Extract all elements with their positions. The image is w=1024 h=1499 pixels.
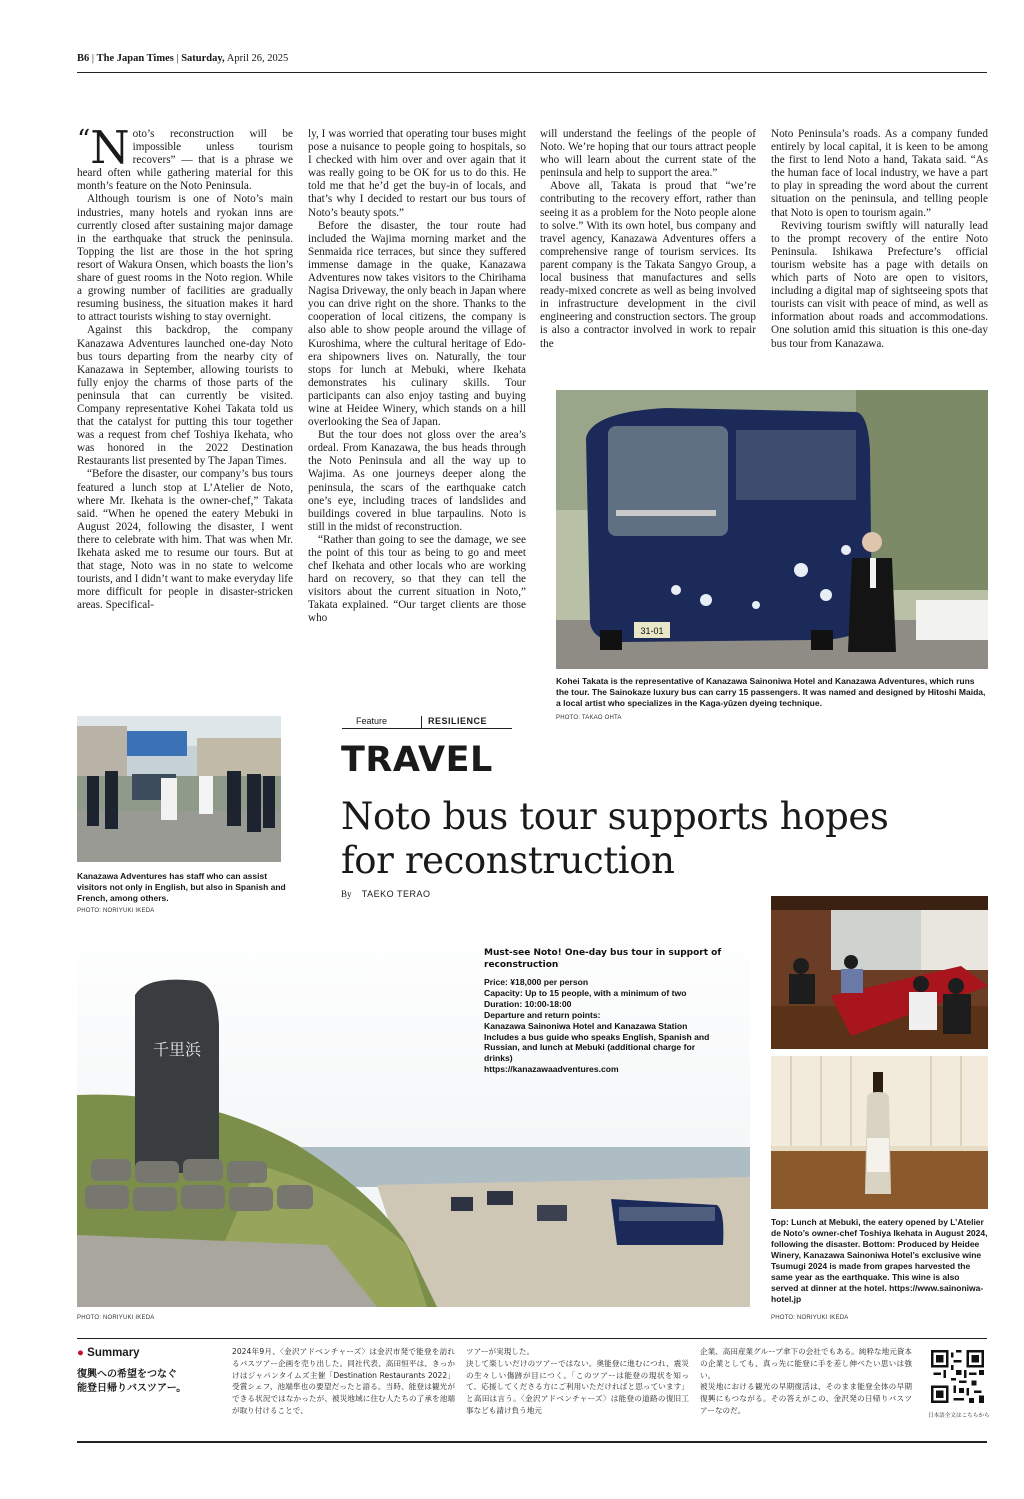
summary-japanese-col-3: 企業、高田産業グループ傘下の会社でもある。純粋な地元資本の企業としても、真っ先に能登に手を差し伸べたい思いは強い。 被災地における観光の早期復活は、そのまま能登全体の早期復興にもつながる。その答えがこの、金沢発の日帰りバスツアーなのだ。 xyxy=(700,1347,913,1415)
headline: Noto bus tour supports hopes for reconstruction xyxy=(341,795,889,882)
staff-photo xyxy=(77,716,281,862)
paragraph: Against this backdrop, the company Kanazawa Adventures launched one-day Noto bus tours departing from the nearby city of Kanazawa in September, allowing tourists to fully enjoy the charms of those parts of the peninsula that can currently be visited. Company representative Kohei Takata told us that the catalyst for putting this tour together was a request from chef Toshiya Ikehata, who was honored in the 2022 Destination Restaurants list presented by The Japan Times. xyxy=(77,324,293,468)
paragraph: Above all, Takata is proud that “we’re contributing to the recovery effort, rather than seeing it as a problem for the Noto people alone to solve.” With its own hotel, bus company and travel agency, Kanazawa Adventures offers a comprehensive range of tourism services. Its parent company is the Takata Sangyo Group, a local business that manufactures and sells ready-mixed concrete as well as being involved in infrastructure development in the civil engineering and construction sectors. The group is also a contractor involved in work to repair the xyxy=(540,180,756,350)
infobox-departure-label: Departure and return points: xyxy=(484,1009,601,1020)
wine-photo xyxy=(771,1056,988,1209)
paragraph: ly, I was worried that operating tour buses might pose a nuisance to people going to hospitals, so I checked with him over and over again that it was really going to be OK for us to do this. He told me that he’d get the buy-in of locals, and that’s why I decided to restart our bus tours of Noto’s beauty spots.” xyxy=(308,128,526,219)
article-column-3 xyxy=(540,128,756,351)
food-wine-caption: Top: Lunch at Mebuki, the eatery opened by L’Atelier de Noto’s owner-chef Toshiya Ikehata in August 2024, following the disaster. Bottom: Produced by Heidee Winery, Kanazawa Sainoniwa Hotel’s exclusive wine Tsumugi 2024 is made from grapes harvested the same year as the earthquake. This wine is also served at dinner at the hotel. https://www.sainoniwa-hotel.jp xyxy=(771,1217,988,1304)
stone-inscription: 千里浜 xyxy=(152,1040,202,1059)
masthead-day: Saturday, xyxy=(181,53,225,64)
paragraph: Reviving tourism swiftly will naturally lead to the prompt recovery of the entire Noto Peninsula. Ishikawa Prefecture’s official tourism website has a page with details on which parts of Noto are open to visitors, including a digital map of sightseeing spots that tourists can visit with peace of mind, as well as information about roads and accommodations. One solution amid this situation is this one-day bus tour from Kanazawa. xyxy=(771,219,988,350)
article-column-4 xyxy=(771,128,988,351)
paragraph: Before the disaster, the tour route had included the Wajima morning market and the Senmaida rice terraces, but since they suffered immense damage in the quake, Kanazawa Adventures now takes visitors to the Chirihama Nagisa Driveway, the only beach in Japan where you can drive right on the shore. Thanks to the cooperation of local citizens, the company is also able to show people around the village of Kuroshima, where the cultural heritage of Edo-era shipowners lives on. Naturally, the tour stops for lunch at Mebuki, where Ikehata demonstrates his culinary skills. Tour participants can also enjoy tasting and buying wine at Heidee Winery, which stands on a hill overlooking the Sea of Japan. xyxy=(308,219,526,429)
infobox-includes: Includes a bus guide who speaks English, Spanish and Russian, and lunch at Mebuki (additional charge for drinks) xyxy=(484,1031,710,1064)
lunch-photo xyxy=(771,896,988,1049)
masthead-date: April 26, 2025 xyxy=(226,53,289,64)
beach-photo-credit: PHOTO: NORIYUKI IKEDA xyxy=(77,1315,155,1321)
bus-plate: 31-01 xyxy=(640,626,664,636)
top-rule xyxy=(77,72,987,73)
byline xyxy=(341,889,430,899)
summary-japanese-col-2: ツアーが実現した。 決して楽しいだけのツアーではない。奥能登に進むにつれ、震災の生々しい傷跡が目につく。「このツアーは能登の現状を知って、応援してくださる方にご利用いただければと思っています」と高田は言う。〈金沢アドベンチャーズ〉は能登の道路の復旧工事なども請け負う地元 xyxy=(466,1347,689,1415)
bus-photo-caption: Kohei Takata is the representative of Kanazawa Sainoniwa Hotel and Kanazawa Adventures, which runs the tour. The Sainokaze luxury bus can carry 15 passengers. It was named and designed by Hitoshi Maida, a local artist who specializes in the Kaga-yūzen dyeing technique. xyxy=(556,676,986,708)
drop-cap: “N xyxy=(77,121,130,174)
summary-title: ● Summary xyxy=(77,1347,140,1359)
section-title: TRAVEL xyxy=(341,740,493,780)
paragraph: “Rather than going to see the damage, we see the point of this tour as being to go and meet chef Ikehata and other locals who are working hard on recovery, so that they can tell the visitors about the current situation in Noto,” Takata explained. “Our target clients are those who xyxy=(308,533,526,625)
masthead: B6 | The Japan Times | Saturday, April 26, 2025 xyxy=(77,53,289,64)
summary-japanese-col-1: 2024年9月、〈金沢アドベンチャーズ〉は金沢市発で能登を訪れるバスツアー企画を売り出した。同社代表、高田恒平は、きっかけはジャパンタイムズ主催「Destination Restaurants 2022」受賞シェフ、池端隼也の要望だったと語る。当時、能登は観光ができる状況ではなかったが、被災地域に住む人たちの了承を池端が取り付けることで、 xyxy=(232,1347,455,1415)
infobox-price: Price: ¥18,000 per person xyxy=(484,977,589,987)
staff-photo-credit: PHOTO: NORIYUKI IKEDA xyxy=(77,908,155,914)
summary-bullet: ● xyxy=(77,1347,84,1359)
paper-name: The Japan Times xyxy=(96,53,174,64)
paragraph: Noto Peninsula’s roads. As a company funded entirely by local capital, it is keen to be among the first to lend Noto a hand, Takata said. “As the human face of local industry, we have a part to play in spreading the word about the current situation on the peninsula, and telling people that Noto is open to tourism again.” xyxy=(771,128,988,219)
infobox-duration: Duration: 10:00-18:00 xyxy=(484,998,572,1009)
staff-photo-caption: Kanazawa Adventures has staff who can assist visitors not only in English, but also in Spanish and French, among others. xyxy=(77,871,286,903)
food-wine-credit: PHOTO: NORIYUKI IKEDA xyxy=(771,1315,849,1321)
byline-by: By xyxy=(341,889,352,899)
paragraph: “Before the disaster, our company’s bus tours featured a lunch stop at L’Atelier de Noto, where Mr. Ikehata is the owner-chef,” Takata said. “When he opened the eatery Mebuki in August 2024, following the disaster, I went there to celebrate with him. That was when Mr. Ikehata asked me to resume our tours. But at that stage, Noto was in no state to welcome tourists, and I didn’t want to make everyday life more difficult for people in disaster-stricken areas. Specifical- xyxy=(77,468,293,612)
infobox-title: Must-see Noto! One-day bus tour in support of reconstruction xyxy=(484,948,722,970)
feature-category: RESILIENCE xyxy=(428,716,488,726)
lead-paragraph: “N oto’s reconstruction will be impossible unless tourism recovers” — that is a phrase we heard often while gathering material for this month’s feature on the Noto Peninsula. xyxy=(77,121,293,193)
paragraph: will understand the feelings of the people of Noto. We’re hoping that our tours attract people who will learn about the current state of the peninsula and help to support the area.” xyxy=(540,128,756,180)
summary-subtitle: 復興への希望をつなぐ 能登日帰りバスツアー。 xyxy=(77,1369,187,1394)
paragraph: Although tourism is one of Noto’s main industries, many hotels and ryokan inns are currently closed after sustaining major damage in the earthquake that struck the peninsula. Topping the list are those in the hot spring resort of Wakura Onsen, which boasts the lion’s share of guest rooms in the Noto region. While a growing number of facilities are gradually resuming business, the situation makes it hard to attract tourists wishing to stay overnight. xyxy=(77,193,293,324)
bottom-rule xyxy=(77,1441,987,1443)
page-number: B6 xyxy=(77,53,90,64)
article-column-2 xyxy=(308,128,526,626)
infobox-departure-value: Kanazawa Sainoniwa Hotel and Kanazawa Station xyxy=(484,1020,688,1031)
bus-photo-credit: PHOTO: TAKAO OHTA xyxy=(556,715,622,721)
tour-infobox xyxy=(484,948,724,1075)
infobox-url[interactable]: https://kanazawaadventures.com xyxy=(484,1064,619,1075)
feature-underline xyxy=(342,728,512,729)
infobox-capacity: Capacity: Up to 15 people, with a minimum of two xyxy=(484,987,687,998)
bus-photo xyxy=(556,390,988,669)
summary-top-rule xyxy=(77,1338,987,1339)
article-column-1 xyxy=(77,121,293,612)
qr-code[interactable] xyxy=(931,1350,984,1403)
feature-label: Feature xyxy=(356,716,388,726)
paragraph: But the tour does not gloss over the area’s ordeal. From Kanazawa, the bus heads through the Noto Peninsula and all the way up to Wajima. As one journeys deeper along the peninsula, the scars of the earthquake catch one’s eye, including traces of landslides and buildings covered in blue tarpaulins. Noto is still in the midst of reconstruction. xyxy=(308,429,526,533)
byline-author: TAEKO TERAO xyxy=(361,889,431,899)
qr-label: 日本語全文はこちらから xyxy=(928,1413,990,1419)
